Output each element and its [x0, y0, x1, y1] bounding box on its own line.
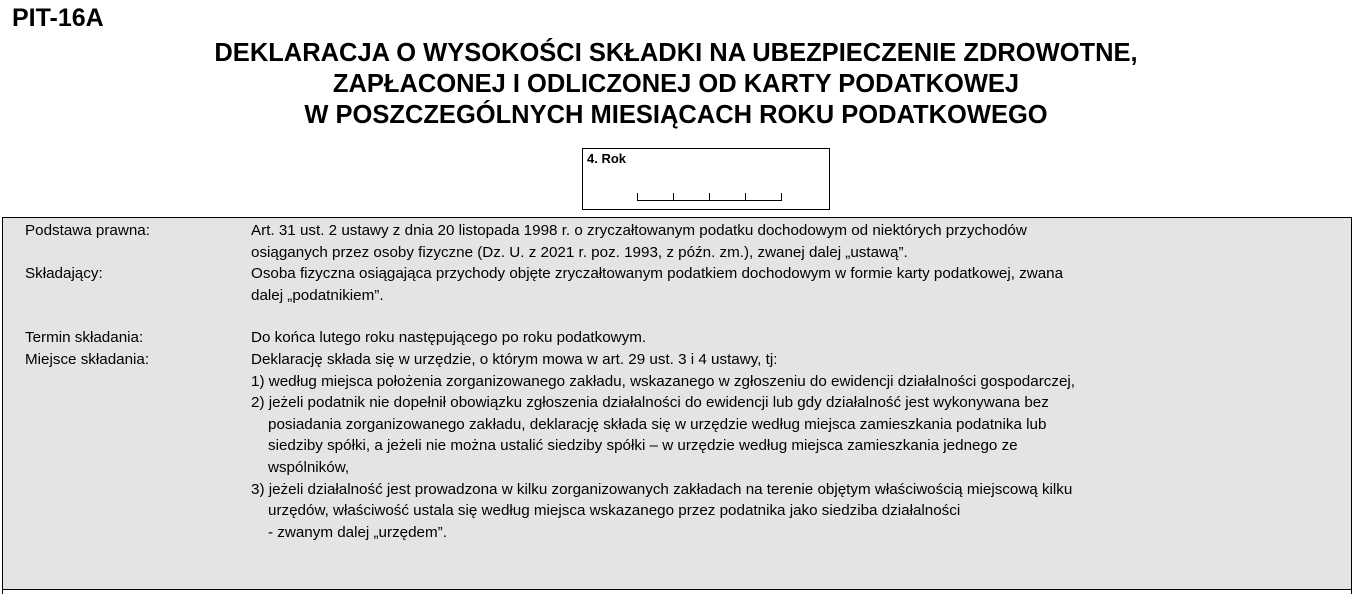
year-field-label: 4. Rok — [587, 151, 627, 166]
text-line: posiadania zorganizowanego zakładu, deklarację składa się w urzędzie według miejsca zamieszkania podatnika lub — [268, 415, 1047, 433]
text-line: osiąganych przez osoby fizyczne (Dz. U. z 2021 r. poz. 1993, z późn. zm.), zwanej dalej „ustawą”. — [251, 243, 908, 261]
info-section — [2, 217, 1352, 589]
text-line: urzędów, właściwość ustala się według miejsca wskazanego przez podatnika jako siedziba działalności — [268, 502, 961, 520]
miejsce-skladania-label: Miejsce składania: — [25, 351, 150, 368]
text-line: - zwanym dalej „urzędem”. — [268, 523, 447, 541]
text-line: dalej „podatnikiem”. — [251, 286, 384, 304]
year-digit-boxes[interactable] — [637, 193, 782, 201]
skladajacy-label: Składający: — [25, 265, 103, 282]
text-line: Osoba fizyczna osiągająca przychody objęte zryczałtowanym podatkiem dochodowym w formie karty podatkowej, zwana — [251, 265, 1064, 282]
text-line: Do końca lutego roku następującego po roku podatkowym. — [251, 329, 647, 346]
form-code: PIT-16A — [12, 4, 104, 32]
form-title-line-2: ZAPŁACONEJ I ODLICZONEJ OD KARTY PODATKOWEJ — [332, 70, 1020, 98]
year-field[interactable] — [582, 148, 830, 210]
miejsce-skladania-text — [251, 349, 1341, 543]
form-title-line-3: W POSZCZEGÓLNYCH MIESIĄCACH ROKU PODATKOWEGO — [304, 101, 1048, 129]
text-line: Deklarację składa się w urzędzie, o którym mowa w art. 29 ust. 3 i 4 ustawy, tj: — [251, 351, 778, 368]
year-digit-4[interactable] — [746, 193, 782, 200]
text-line: siedziby spółki, a jeżeli nie można ustalić siedziby spółki – w urzędzie według miejsca zamieszkania jednego ze — [268, 437, 1018, 455]
next-section-edge — [2, 589, 1352, 594]
skladajacy-text — [251, 263, 1341, 306]
form-title-line-1: DEKLARACJA O WYSOKOŚCI SKŁADKI NA UBEZPIECZENIE ZDROWOTNE, — [214, 39, 1138, 67]
text-line: 2) jeżeli podatnik nie dopełnił obowiązku zgłoszenia działalności do ewidencji lub gdy działalność jest wykonywana bez — [251, 394, 1049, 412]
podstawa-prawna-text — [251, 220, 1341, 263]
podstawa-prawna-label: Podstawa prawna: — [25, 222, 150, 239]
year-digit-1[interactable] — [638, 193, 674, 200]
text-line: 3) jeżeli działalność jest prowadzona w kilku zorganizowanych zakładach na terenie objętym właściwością miejscową kilku — [251, 480, 1073, 498]
year-digit-3[interactable] — [710, 193, 746, 200]
year-digit-2[interactable] — [674, 193, 710, 200]
text-line: 1) według miejsca położenia zorganizowanego zakładu, wskazanego w zgłoszeniu do ewidencji działalności gospodarczej, — [251, 372, 1075, 390]
text-line: wspólników, — [268, 458, 350, 476]
termin-skladania-text — [251, 327, 1341, 349]
text-line: Art. 31 ust. 2 ustawy z dnia 20 listopada 1998 r. o zryczałtowanym podatku dochodowym od niektórych przychodów — [251, 222, 1027, 239]
termin-skladania-label: Termin składania: — [25, 329, 144, 346]
form-title — [0, 38, 1352, 131]
